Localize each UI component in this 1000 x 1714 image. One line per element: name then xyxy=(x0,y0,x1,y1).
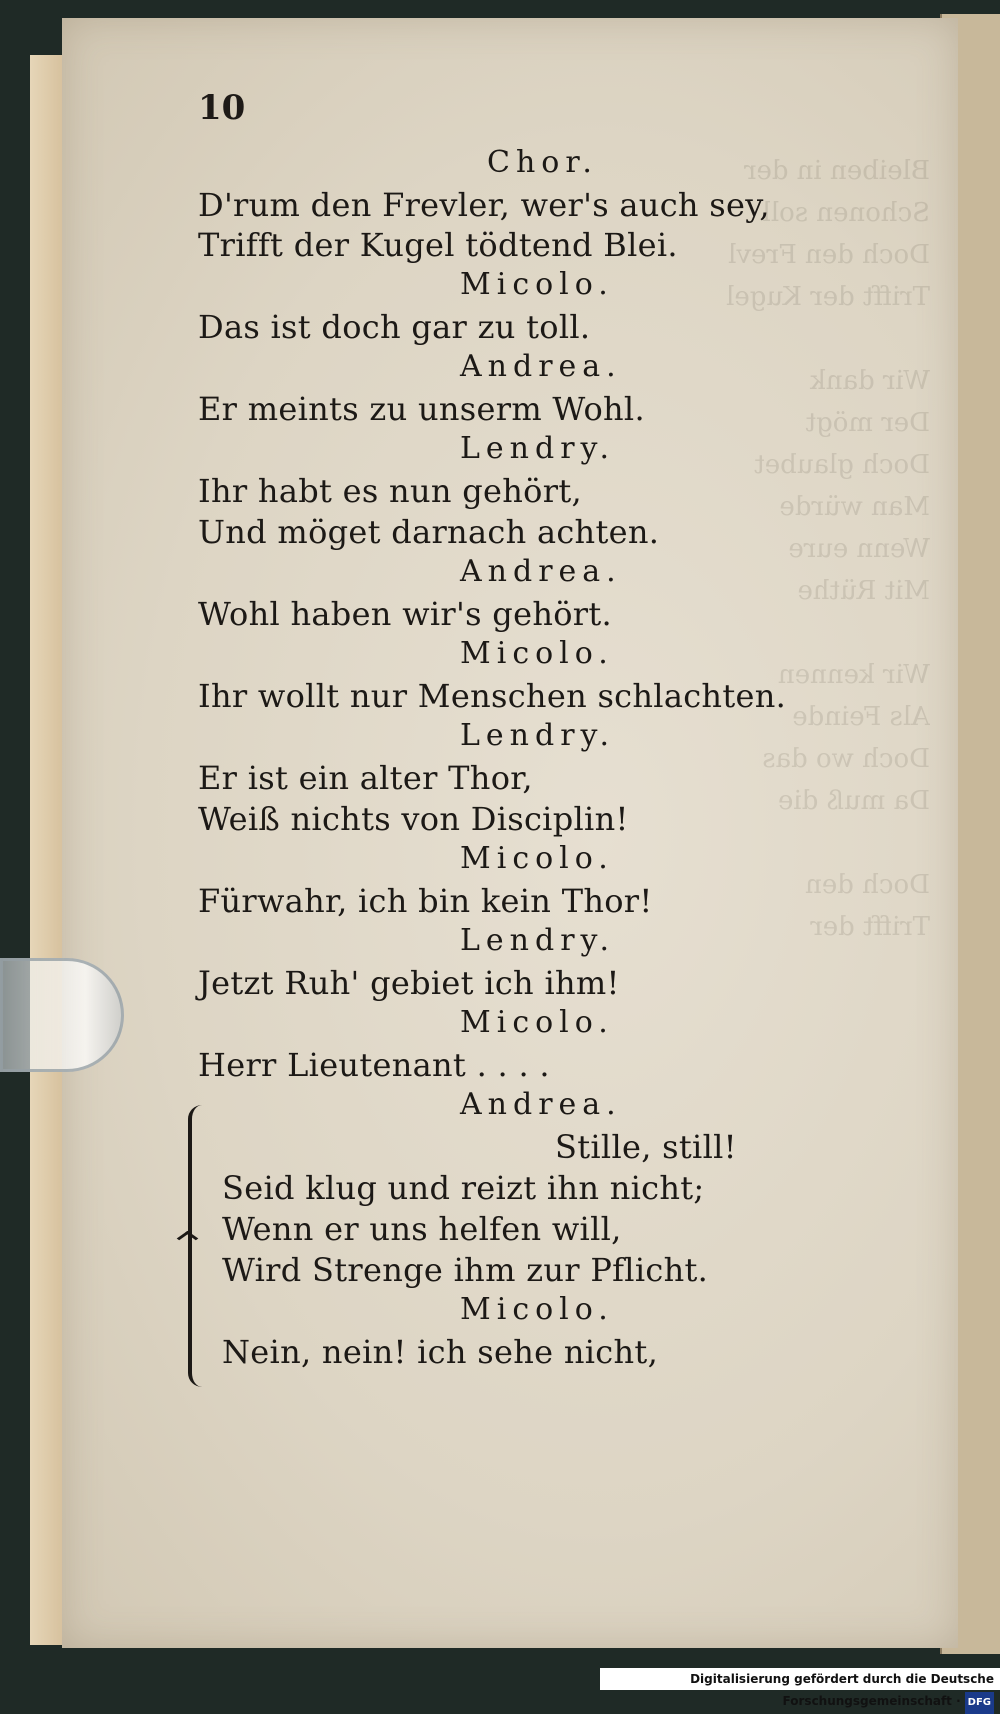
speaker-heading: Micolo. xyxy=(460,1292,614,1327)
speaker-heading: Micolo. xyxy=(460,636,614,671)
verse-line: Wird Strenge ihm zur Pflicht. xyxy=(222,1251,709,1289)
verse-line: Herr Lieutenant . . . . xyxy=(198,1046,550,1084)
verse-line: Stille, still! xyxy=(555,1128,737,1166)
speaker-heading: Chor. xyxy=(487,145,598,180)
show-through-text: Bleiben in der Schonen soll Doch den Frevl Trifft der Kugel Wir dank Der mögt Doch glaubet Man würde Wenn eure Mit Rüthe Wir kennen Als Feinde Doch wo das Da muß die Doch den Trifft der xyxy=(726,156,930,942)
speaker-heading: Lendry. xyxy=(460,923,616,958)
footer-credit xyxy=(600,1668,1000,1708)
speaker-heading: Micolo. xyxy=(460,1005,614,1040)
dfg-logo: DFG xyxy=(965,1692,994,1714)
verse-line: Jetzt Ruh' gebiet ich ihm! xyxy=(198,964,620,1002)
speaker-heading: Lendry. xyxy=(460,718,616,753)
speaker-heading: Andrea. xyxy=(460,554,622,589)
footer-credit-text: Digitalisierung gefördert durch die Deutsche Forschungsgemeinschaft · xyxy=(690,1672,994,1708)
verse-line: Trifft der Kugel tödtend Blei. xyxy=(198,226,678,264)
verse-line: Seid klug und reizt ihn nicht; xyxy=(222,1169,705,1207)
speaker-heading: Micolo. xyxy=(460,841,614,876)
verse-line: Wohl haben wir's gehört. xyxy=(198,595,613,633)
speaker-heading: Micolo. xyxy=(460,267,614,302)
curly-brace xyxy=(188,1105,212,1387)
verse-line: Ihr wollt nur Menschen schlachten. xyxy=(198,677,787,715)
verse-line: Nein, nein! ich sehe nicht, xyxy=(222,1333,659,1371)
speaker-heading: Andrea. xyxy=(460,1087,622,1122)
page-clip xyxy=(0,958,124,1072)
verse-line: Weiß nichts von Disciplin! xyxy=(198,800,629,838)
verse-line: Er ist ein alter Thor, xyxy=(198,759,533,797)
verse-line: Das ist doch gar zu toll. xyxy=(198,308,591,346)
verse-line: Er meints zu unserm Wohl. xyxy=(198,390,645,428)
page-number: 10 xyxy=(198,88,246,128)
verse-line: Wenn er uns helfen will, xyxy=(222,1210,622,1248)
verse-line: Fürwahr, ich bin kein Thor! xyxy=(198,882,653,920)
verse-line: Ihr habt es nun gehört, xyxy=(198,472,582,510)
speaker-heading: Lendry. xyxy=(460,431,616,466)
speaker-heading: Andrea. xyxy=(460,349,622,384)
verse-line: Und möget darnach achten. xyxy=(198,513,660,551)
verse-line: D'rum den Frevler, wer's auch sey, xyxy=(198,186,770,224)
